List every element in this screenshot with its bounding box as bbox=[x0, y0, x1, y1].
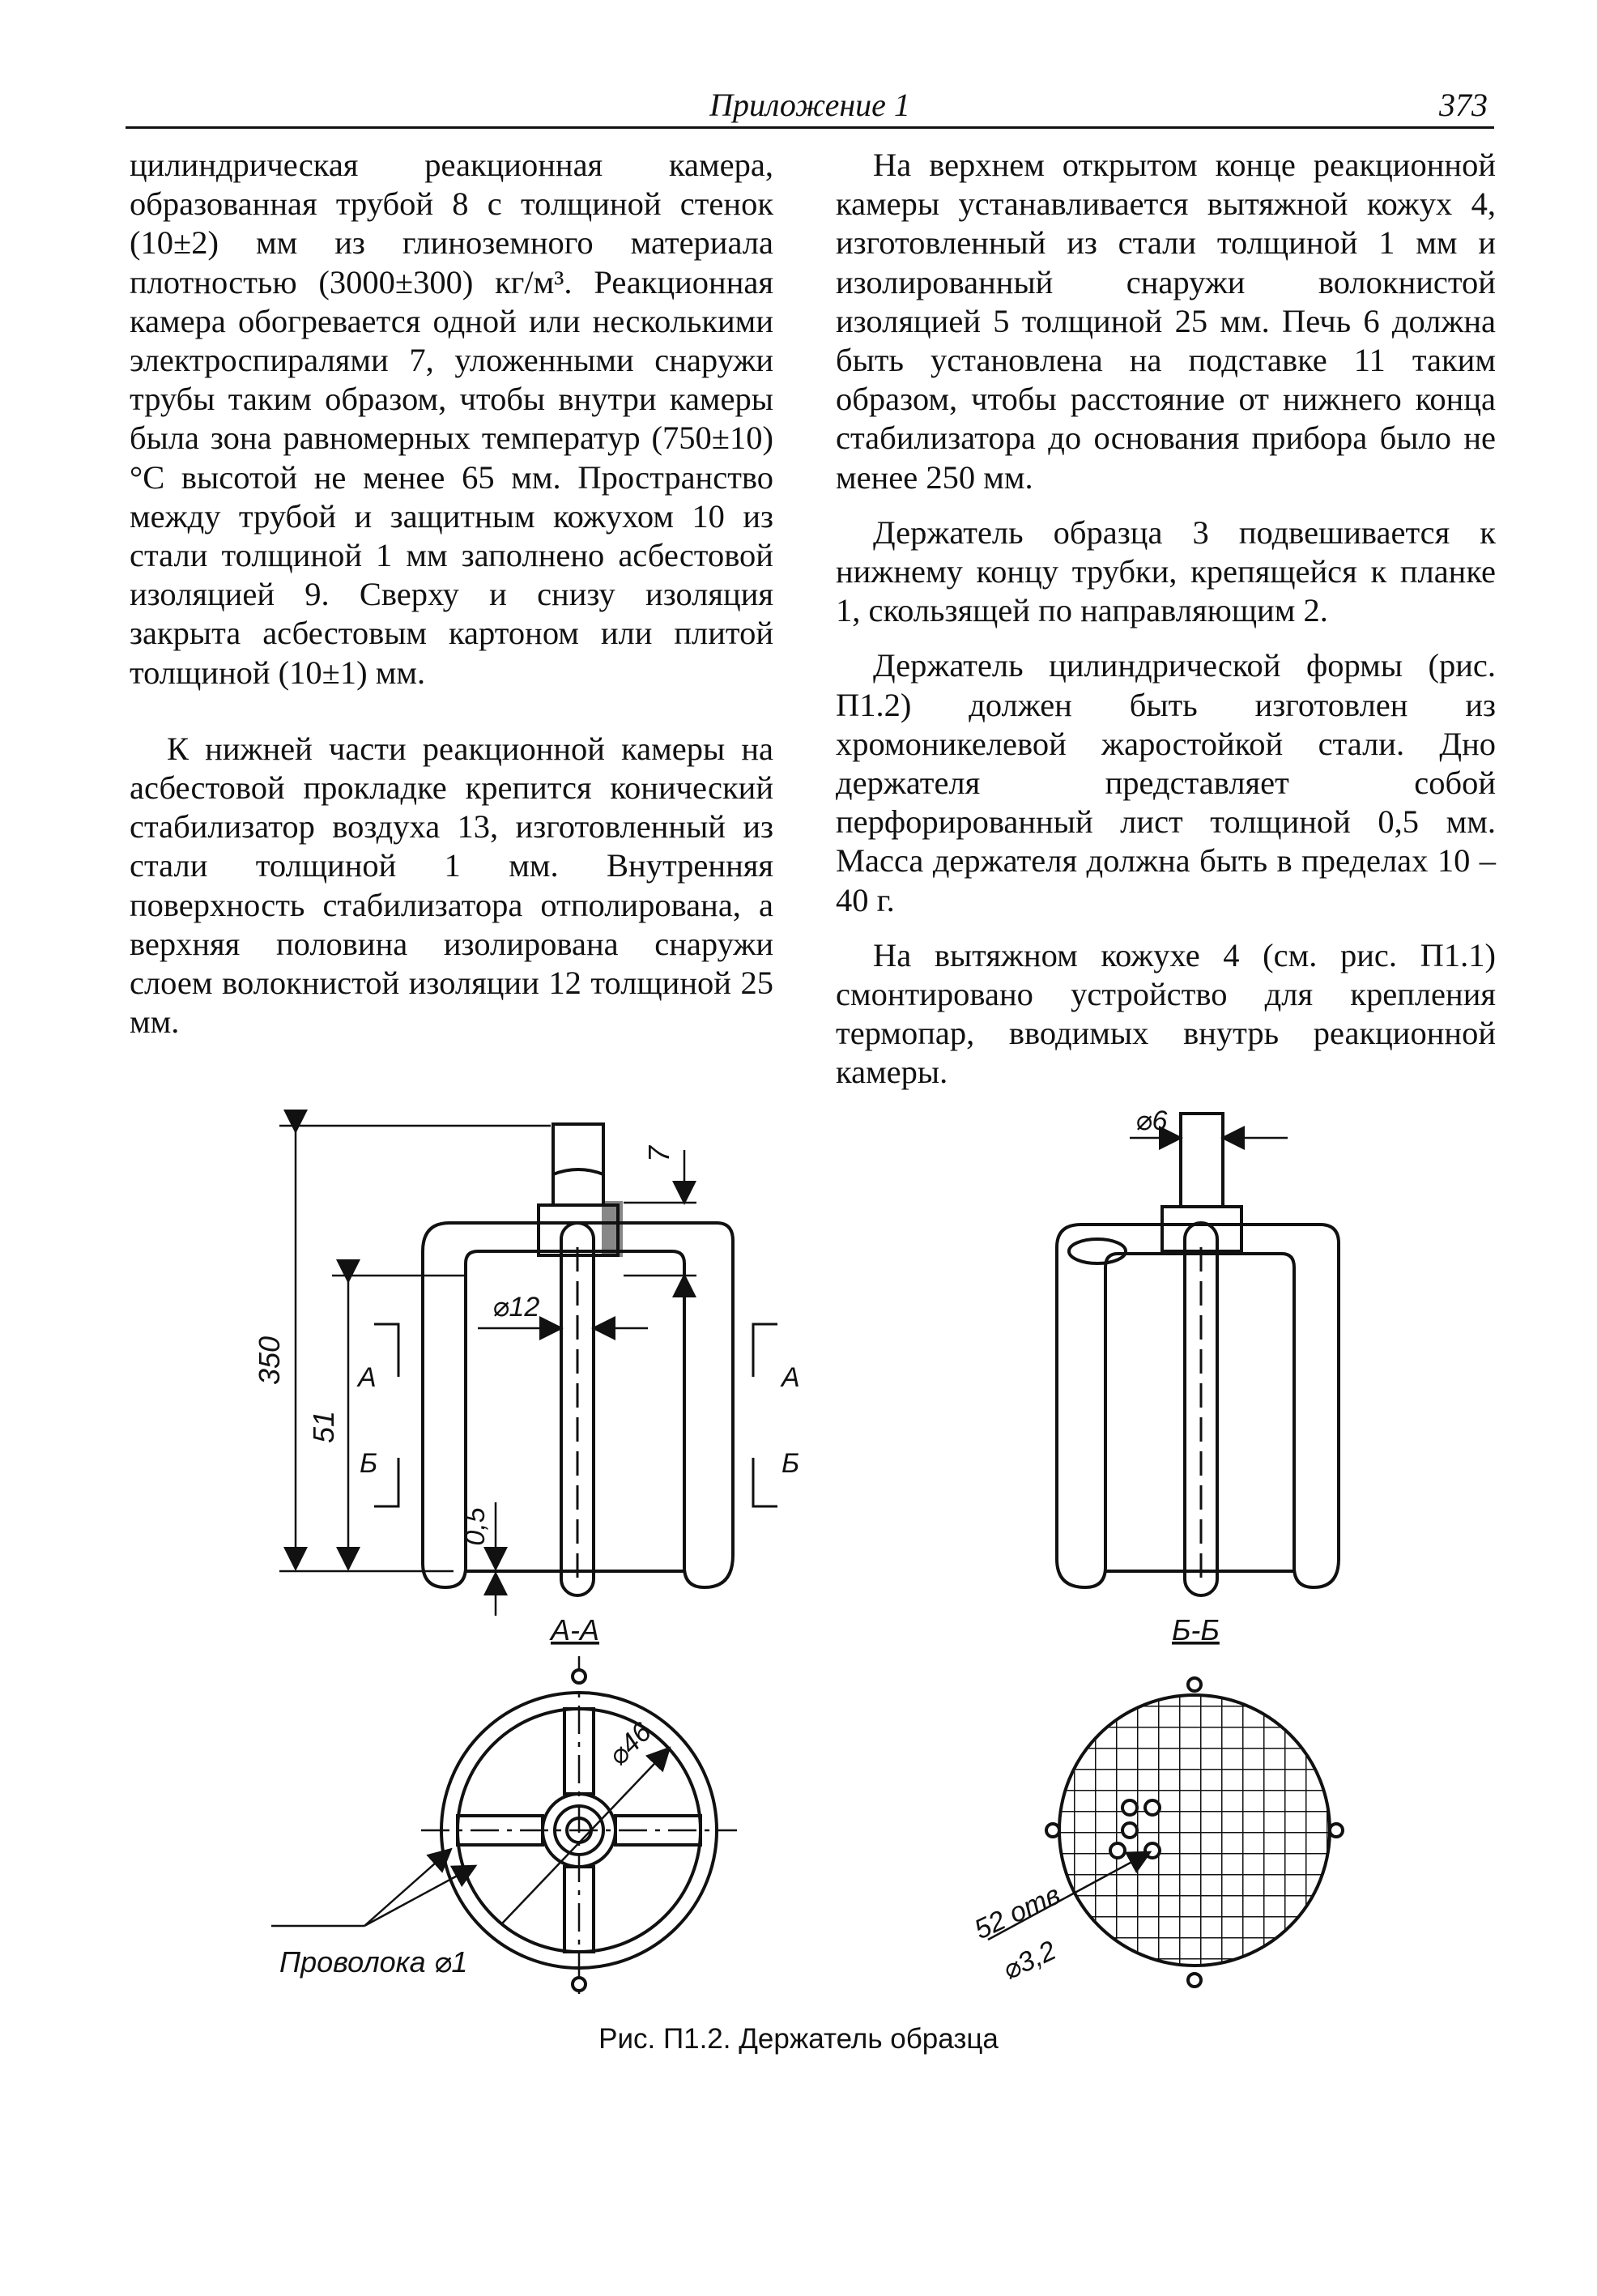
section-b-right-label: Б bbox=[781, 1448, 800, 1479]
section-a-right-label: А bbox=[781, 1362, 800, 1393]
left-paragraph-1: цилиндрическая реакционная камера, образованная трубой 8 с толщиной стенок (10±2) мм из глиноземного материала плотностью (3000±300) кг/м³. Реакционная камера обогревается одной или несколькими электроспиралями 7, уложенными снаружи трубы таким образом, чтобы внутри камеры была зона равномерных температур (750±10)°С высотой не менее 65 мм. Пространство между трубой и защитным кожухом 10 из стали толщиной 1 мм заполнено асбестовой изоляцией 9. Сверху и снизу изоляция закрыта асбестовым картоном или плитой толщиной (10±1) мм. bbox=[130, 147, 773, 691]
right-paragraph-3: Держатель цилиндрической формы (рис. П1.2) должен быть изготовлен из хромоникелевой жаростойкой стали. Дно держателя представляет собой перфорированный лист толщиной 0,5 мм. Масса держателя должна быть в пределах 10 – 40 г. bbox=[836, 647, 1496, 918]
section-bb-title: Б-Б bbox=[1172, 1613, 1220, 1646]
running-title: Приложение 1 bbox=[709, 87, 910, 123]
right-paragraph-4: На вытяжном кожухе 4 (см. рис. П1.1) смонтировано устройство для крепления термопар, вводимых внутрь реакционной камеры. bbox=[836, 936, 1496, 1091]
holes-diameter-label: ⌀3,2 bbox=[998, 1935, 1061, 1987]
dim-rod-diameter: ⌀6 bbox=[1135, 1105, 1168, 1136]
dim-height-total: 350 bbox=[253, 1335, 286, 1386]
elevation-view-left bbox=[279, 1124, 777, 1616]
dim-height-inner: 51 bbox=[307, 1410, 340, 1444]
dim-top-gap: 7 bbox=[642, 1145, 675, 1163]
page-number: 373 bbox=[1439, 87, 1488, 123]
section-b-left-label: Б bbox=[360, 1448, 378, 1479]
right-paragraph-1: На верхнем открытом конце реакционной камеры устанавливается вытяжной кожух 4, изготовленный из стали толщиной 1 мм и изолированный снаружи волокнистой изоляцией 5 толщиной 25 мм. Печь 6 должна быть установлена на подставке 11 таким образом, чтобы расстояние от нижнего конца стабилизатора до основания прибора было не менее 250 мм. bbox=[836, 147, 1496, 496]
section-a-left-label: А bbox=[358, 1362, 377, 1393]
right-paragraph-2: Держатель образца 3 подвешивается к нижнему концу трубки, крепящейся к планке 1, скользящей по направляющим 2. bbox=[836, 513, 1496, 629]
left-paragraph-2: К нижней части реакционной камеры на асбестовой прокладке крепится конический стабилизатор воздуха 13, изготовленный из стали толщиной 1 мм. Внутренняя поверхность стабилизатора отполирована, а верхняя половина изолирована снаружи слоем волокнистой изоляции 12 толщиной 25 мм. bbox=[130, 730, 773, 1041]
section-aa-title: А-А bbox=[551, 1613, 600, 1646]
dim-bottom-thickness: 0,5 bbox=[460, 1507, 491, 1546]
figure-caption: Рис. П1.2. Держатель образца bbox=[598, 2023, 999, 2055]
holes-count-label: 52 отв bbox=[969, 1879, 1066, 1946]
elevation-view-right bbox=[1057, 1114, 1339, 1595]
dim-tube-diameter: ⌀12 bbox=[492, 1292, 540, 1323]
wire-label: Проволока ⌀1 bbox=[279, 1945, 468, 1979]
dim-circle-diameter: ⌀46 bbox=[602, 1716, 658, 1772]
